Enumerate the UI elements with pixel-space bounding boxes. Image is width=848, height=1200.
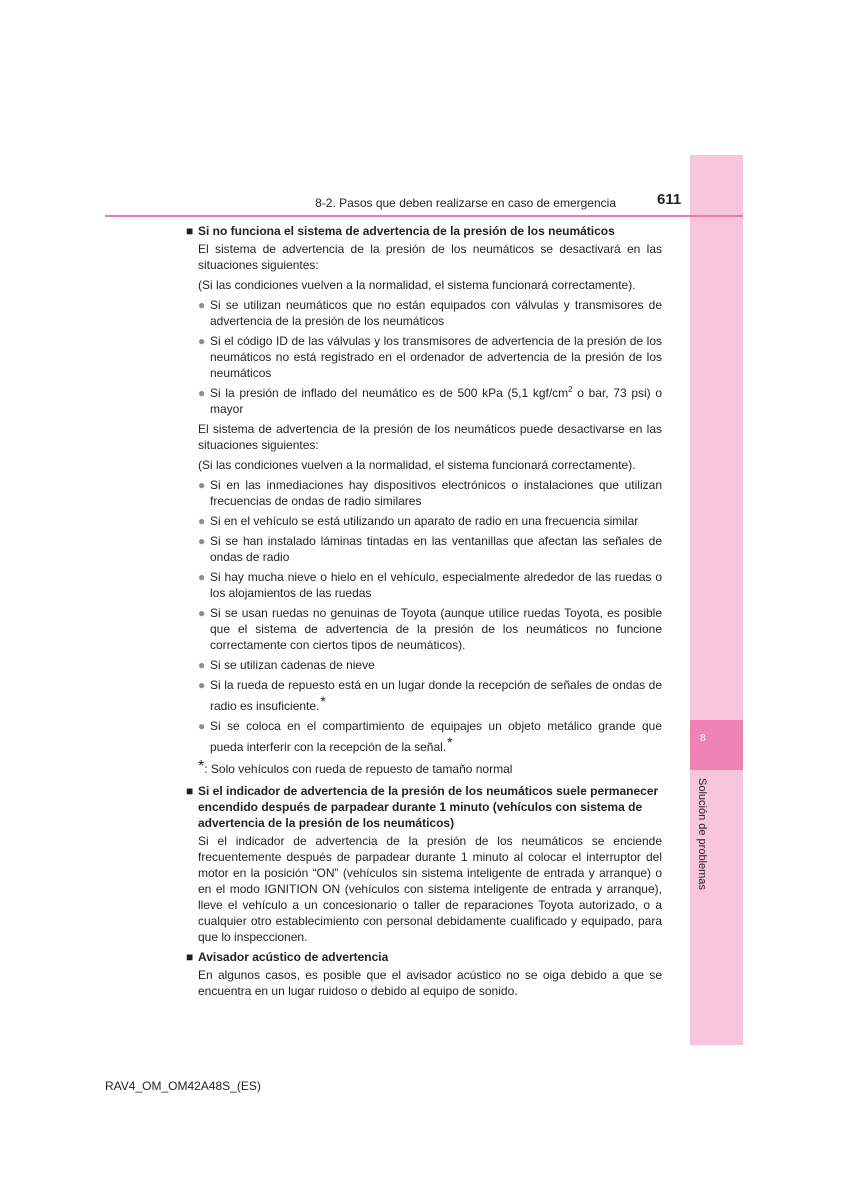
list-item	[186, 718, 662, 755]
section-header: 8-2. Pasos que deben realizarse en caso de emergencia	[315, 196, 616, 210]
list-item-text: Si se utilizan cadenas de nieve	[210, 658, 375, 672]
bullet-icon: ●	[198, 606, 206, 620]
list-item-text: Si hay mucha nieve o hielo en el vehículo, especialmente alrededor de las ruedas o los alojamientos de las ruedas	[210, 570, 662, 600]
footnote-text: : Solo vehículos con rueda de repuesto de tamaño normal	[204, 762, 513, 776]
chapter-title: Solución de problemas	[696, 778, 708, 890]
list-item-text: Si se usan ruedas no genuinas de Toyota (aunque utilice ruedas Toyota, es posible que el sistema de advertencia de la presión de los neumáticos no funcione correctamente con ciertos tipos de neumáticos).	[210, 606, 662, 652]
footnote	[186, 759, 662, 777]
bullet-icon: ●	[198, 719, 206, 733]
square-bullet-icon: ■	[186, 950, 194, 964]
bullet-icon: ●	[198, 678, 206, 692]
list-item-text: Si en el vehículo se está utilizando un aparato de radio en una frecuencia similar	[210, 514, 639, 528]
list-item-text: Si se coloca en el compartimiento de equipajes un objeto metálico grande que pueda interferir con la recepción de la señal.	[210, 719, 662, 754]
list-item	[186, 605, 662, 653]
list-item	[186, 385, 662, 417]
bullet-icon: ●	[198, 570, 206, 584]
list-item	[186, 513, 662, 529]
list-item-text: Si se han instalado láminas tintadas en las ventanillas que afectan las señales de ondas de radio	[210, 534, 662, 564]
paragraph: El sistema de advertencia de la presión de los neumáticos puede desactivarse en las situaciones siguientes:	[198, 422, 662, 452]
heading-text: Si no funciona el sistema de advertencia de la presión de los neumáticos	[198, 224, 615, 238]
section-heading	[186, 783, 662, 831]
page-number: 611	[657, 191, 682, 208]
list-item-text: Si en las inmediaciones hay dispositivos electrónicos o instalaciones que utilizan frecuencias de ondas de radio similares	[210, 478, 662, 508]
chapter-tab[interactable]	[690, 720, 743, 770]
document-code: RAV4_OM_OM42A48S_(ES)	[105, 1079, 261, 1093]
chapter-number: 8	[700, 733, 706, 744]
bullet-icon: ●	[198, 298, 206, 312]
list-item-text: Si la rueda de repuesto está en un lugar donde la recepción de señales de ondas de radio es insuficiente.	[210, 678, 662, 713]
list-item-text: o bar, 73 psi) o mayor	[210, 386, 662, 416]
section-heading	[186, 949, 662, 965]
square-bullet-icon: ■	[186, 224, 194, 238]
square-bullet-icon: ■	[186, 784, 194, 798]
list-item-text: Si se utilizan neumáticos que no están equipados con válvulas y transmisores de advertencia de la presión de los neumáticos	[210, 298, 662, 328]
list-item	[186, 333, 662, 381]
asterisk-mark: *	[198, 758, 205, 775]
bullet-icon: ●	[198, 334, 206, 348]
asterisk-mark: *	[320, 693, 326, 709]
list-item	[186, 677, 662, 714]
list-item-text: Si la presión de inflado del neumático es de 500 kPa (5,1 kgf/cm	[210, 386, 569, 400]
heading-text: Avisador acústico de advertencia	[198, 950, 389, 964]
side-tab	[690, 155, 743, 1045]
page-content	[186, 223, 662, 1003]
bullet-icon: ●	[198, 534, 206, 548]
bullet-icon: ●	[198, 386, 206, 400]
bullet-icon: ●	[198, 478, 206, 492]
header-rule	[105, 215, 743, 217]
list-item	[186, 297, 662, 329]
list-item	[186, 533, 662, 565]
section-heading	[186, 223, 662, 239]
list-item-text: Si el código ID de las válvulas y los transmisores de advertencia de la presión de los neumáticos no está registrado en el ordenador de advertencia de la presión de los neumáticos	[210, 334, 662, 380]
paragraph: (Si las condiciones vuelven a la normalidad, el sistema funcionará correctamente).	[198, 458, 636, 472]
paragraph: En algunos casos, es posible que el avisador acústico no se oiga debido a que se encuentra en un lugar ruidoso o debido al equipo de sonido.	[198, 968, 662, 998]
bullet-icon: ●	[198, 658, 206, 672]
list-item	[186, 657, 662, 673]
list-item	[186, 477, 662, 509]
list-item	[186, 569, 662, 601]
paragraph: El sistema de advertencia de la presión de los neumáticos se desactivará en las situaciones siguientes:	[198, 242, 662, 272]
asterisk-mark: *	[447, 734, 453, 750]
bullet-icon: ●	[198, 514, 206, 528]
paragraph: Si el indicador de advertencia de la presión de los neumáticos se enciende frecuentemente después de parpadear durante 1 minuto al colocar el interruptor del motor en la posición “ON” (vehículos sin sistema inteligente de entrada y arranque) o en el modo IGNITION ON (vehículos con sistema inteligente de entrada y arranque), lleve el vehículo a un concesionario o taller de reparaciones Toyota autorizado, o a cualquier otro establecimiento con personal debidamente cualificado y equipado, para que lo inspeccionen.	[198, 834, 662, 944]
superscript: 2	[568, 385, 573, 394]
heading-text: Si el indicador de advertencia de la presión de los neumáticos suele permanecer encendido después de parpadear durante 1 minuto (vehículos con sistema de advertencia de la presión de los neumáticos)	[198, 784, 659, 830]
paragraph: (Si las condiciones vuelven a la normalidad, el sistema funcionará correctamente).	[198, 278, 636, 292]
